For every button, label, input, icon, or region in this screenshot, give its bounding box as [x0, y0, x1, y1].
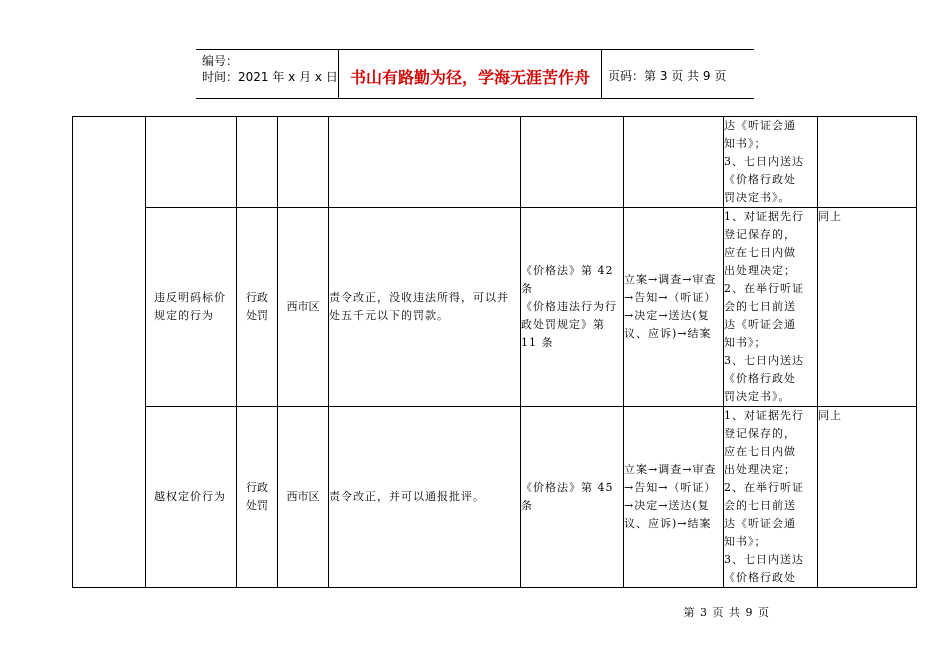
page-header	[196, 49, 754, 99]
procedure-cell: 立案→调查→审查→告知→（听证）→决定→送达(复议、应诉)→结案	[624, 208, 724, 407]
procedure-cell: 立案→调查→审查→告知→（听证）→决定→送达(复议、应诉)→结案	[624, 407, 724, 588]
document-number-label: 编号：	[202, 54, 239, 68]
area-cell: 西市区	[278, 407, 329, 588]
time-limit-line: 达《听证会通	[724, 119, 796, 132]
violation-name-cell: 越权定价行为	[146, 407, 237, 588]
violation-name-cell: 违反明码标价规定的行为	[146, 208, 237, 407]
time-limit-line: 《价格行政处	[724, 173, 796, 186]
time-limit-line: 知书》；	[724, 535, 767, 548]
remark-cell: 同上	[818, 407, 917, 588]
penalty-cell	[329, 117, 521, 208]
time-limit-line: 登记保存的，	[724, 427, 796, 440]
table-row	[73, 407, 917, 588]
time-limit-line: 知书》；	[724, 336, 767, 349]
time-limit-line: 登记保存的，	[724, 228, 796, 241]
header-motto-cell	[339, 50, 602, 98]
legal-basis-line: 《价格违法行为行政处罚规定》第 11 条	[521, 300, 617, 349]
time-limit-cell	[724, 117, 818, 208]
time-limit-line: 应在七日内做	[724, 445, 796, 458]
time-limit-line: 知书》；	[724, 137, 767, 150]
time-limit-line: 会的七日前送	[724, 499, 796, 512]
action-type-cell	[237, 117, 278, 208]
time-limit-line: 会的七日前送	[724, 300, 796, 313]
table-row	[73, 117, 917, 208]
remark-cell	[818, 117, 917, 208]
time-limit-cell	[724, 208, 818, 407]
area-cell: 西市区	[278, 208, 329, 407]
remark-cell: 同上	[818, 208, 917, 407]
time-limit-line: 3、七日内送达	[724, 354, 804, 367]
header-meta-cell	[196, 50, 339, 98]
table-row	[73, 208, 917, 407]
action-type-cell: 行政处罚	[237, 208, 278, 407]
header-motto: 书山有路勤为径，学海无涯苦作舟	[349, 68, 590, 87]
legal-basis-cell	[521, 208, 624, 407]
penalty-table	[72, 116, 917, 588]
time-limit-line: 罚决定书》。	[724, 191, 791, 204]
violation-name-cell	[146, 117, 237, 208]
category-cell	[73, 117, 146, 588]
procedure-cell	[624, 117, 724, 208]
action-type-cell: 行政处罚	[237, 407, 278, 588]
area-cell	[278, 117, 329, 208]
time-limit-line: 3、七日内送达	[724, 155, 804, 168]
legal-basis-cell	[521, 117, 624, 208]
time-limit-line: 1、对证据先行	[724, 409, 804, 422]
legal-basis-cell	[521, 407, 624, 588]
legal-basis-line: 《价格法》第 45 条	[521, 481, 614, 512]
page-footer: 第 3 页 共 9 页	[683, 606, 770, 619]
time-limit-line: 出处理决定；	[724, 463, 796, 476]
penalty-cell: 责令改正，并可以通报批评。	[329, 407, 521, 588]
time-limit-line: 达《听证会通	[724, 318, 796, 331]
time-limit-line: 达《听证会通	[724, 517, 796, 530]
time-limit-line: 1、对证据先行	[724, 210, 804, 223]
header-page-number: 页码：第 3 页 共 9 页	[608, 69, 727, 83]
time-limit-line: 《价格行政处	[724, 372, 796, 385]
time-limit-cell	[724, 407, 818, 588]
time-limit-line: 《价格行政处	[724, 571, 796, 584]
penalty-cell: 责令改正，没收违法所得，可以并处五千元以下的罚款。	[329, 208, 521, 407]
document-date-label: 时间：2021 年 x 月 x 日	[202, 70, 338, 84]
header-page-cell	[602, 50, 754, 98]
time-limit-line: 应在七日内做	[724, 246, 796, 259]
legal-basis-line: 《价格法》第 42 条	[521, 264, 614, 295]
time-limit-line: 3、七日内送达	[724, 553, 804, 566]
time-limit-line: 2、在举行听证	[724, 282, 804, 295]
time-limit-line: 2、在举行听证	[724, 481, 804, 494]
time-limit-line: 罚决定书》。	[724, 390, 791, 403]
time-limit-line: 出处理决定；	[724, 264, 796, 277]
